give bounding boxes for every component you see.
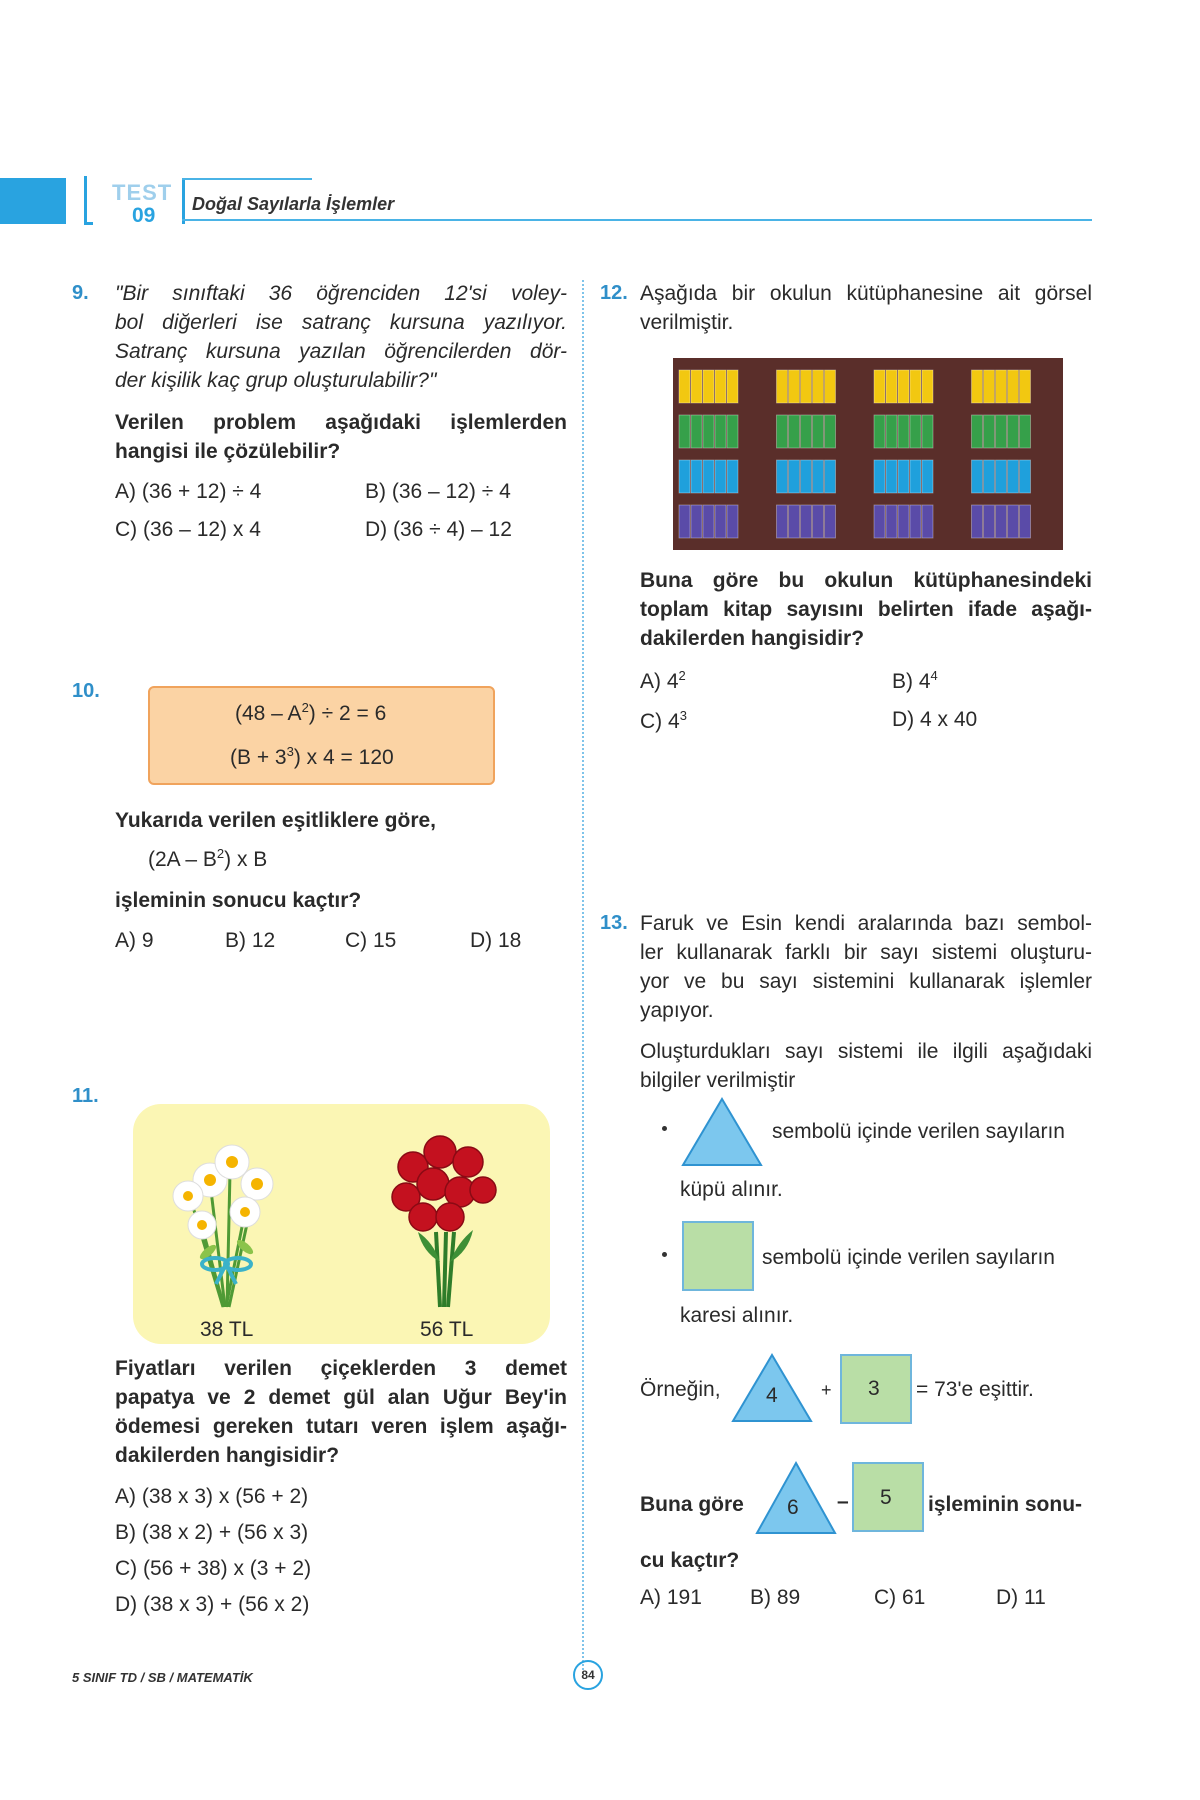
triangle-rule-2: küpü alınır. [680, 1178, 783, 1201]
q9-line-2: bol diğerleri ise satranç kursuna yazılıyor. [115, 311, 567, 334]
test-label: TEST [112, 180, 173, 205]
q13-question-tail-2: cu kaçtır? [640, 1549, 740, 1572]
book-group [679, 505, 738, 538]
q13-question-tail: işleminin sonu- [928, 1493, 1083, 1516]
q12-question-3: dakilerden hangisidir? [640, 627, 865, 650]
daisy-price: 38 TL [200, 1318, 254, 1341]
example-plus: + [821, 1380, 832, 1400]
q11-option-c[interactable]: C) (56 + 38) x (3 + 2) [115, 1557, 312, 1580]
book-group [679, 460, 738, 493]
daisy-bouquet-image [160, 1112, 290, 1312]
example-result: = 73'e eşittir. [916, 1378, 1034, 1401]
book-group [777, 370, 836, 403]
q9-line-4: der kişilik kaç grup oluşturulabilir?" [115, 369, 437, 392]
q11-option-d[interactable]: D) (38 x 3) + (56 x 2) [115, 1593, 310, 1616]
q9-option-a[interactable]: A) (36 + 12) ÷ 4 [115, 480, 262, 503]
q10-option-a[interactable]: A) 9 [115, 929, 154, 952]
q13-line-4: yapıyor. [640, 999, 714, 1022]
q11-number: 11. [72, 1085, 99, 1107]
q12-option-a[interactable]: A) $4^2$ [640, 668, 686, 693]
triangle-symbol-icon [680, 1096, 764, 1168]
q11-option-b[interactable]: B) (38 x 2) + (56 x 3) [115, 1521, 309, 1544]
q9-line-1: "Bir sınıftaki 36 öğrenciden 12'si voley- [115, 282, 567, 305]
header-divider-bar [182, 178, 185, 224]
q13-line-1: Faruk ve Esin kendi aralarında bazı sembol- [640, 912, 1092, 935]
q12-question-2: toplam kitap sayısını belirten ifade aşağı- [640, 598, 1092, 621]
square-rule-2: karesi alınır. [680, 1304, 794, 1327]
book-group [972, 370, 1031, 403]
q13-number: 13. [600, 912, 628, 934]
question-triangle-value: 6 [787, 1496, 799, 1519]
q12-option-c[interactable]: C) $4^3$ [640, 708, 687, 733]
library-bookshelf-image [673, 358, 1063, 550]
q9-question-2: hangisi ile çözülebilir? [115, 440, 341, 463]
book-group [874, 505, 933, 538]
q13-option-d[interactable]: D) 11 [996, 1586, 1046, 1609]
bullet-dot [662, 1126, 667, 1131]
q9-question-1: Verilen problem aşağıdaki işlemlerden [115, 411, 567, 434]
column-divider [582, 280, 584, 1670]
q13-option-b[interactable]: B) 89 [750, 1586, 801, 1609]
question-minus: – [837, 1490, 849, 1513]
book-group [972, 415, 1031, 448]
test-number: 09 [132, 204, 156, 227]
q12-option-b[interactable]: B) $4^4$ [892, 668, 938, 693]
book-group [874, 415, 933, 448]
book-group [777, 415, 836, 448]
q9-option-c[interactable]: C) (36 – 12) x 4 [115, 518, 261, 541]
square-symbol-icon [682, 1221, 754, 1291]
rose-bouquet-image [378, 1112, 508, 1312]
rose-price: 56 TL [420, 1318, 474, 1341]
q9-number: 9. [72, 282, 89, 304]
q10-option-b[interactable]: B) 12 [225, 929, 276, 952]
q9-line-3: Satranç kursuna yazılan öğrencilerden dör- [115, 340, 567, 363]
q11-question-4: dakilerden hangisidir? [115, 1444, 340, 1467]
header-bracket [84, 176, 93, 225]
question-square-value: 5 [880, 1486, 892, 1509]
q11-question-2: papatya ve 2 demet gül alan Uğur Bey'in [115, 1386, 567, 1409]
q10-number: 10. [72, 680, 100, 702]
q13-option-a[interactable]: A) 191 [640, 1586, 702, 1609]
q10-question-1: Yukarıda verilen eşitliklere göre, [115, 809, 436, 832]
header-topic: Doğal Sayılarla İşlemler [192, 194, 395, 214]
example-label: Örneğin, [640, 1378, 721, 1401]
book-group [972, 460, 1031, 493]
q13-option-c[interactable]: C) 61 [874, 1586, 926, 1609]
q13-question-label: Buna göre [640, 1493, 744, 1516]
q10-question-2: işleminin sonucu kaçtır? [115, 889, 362, 912]
example-triangle-value: 4 [766, 1384, 778, 1407]
book-group [679, 370, 738, 403]
q13-info-2: bilgiler verilmiştir [640, 1069, 796, 1092]
header-accent-bar [0, 178, 66, 224]
book-group [777, 460, 836, 493]
book-group [777, 505, 836, 538]
book-group [972, 505, 1031, 538]
q13-info-1: Oluşturdukları sayı sistemi ile ilgili aşağıdaki [640, 1040, 1092, 1063]
q11-option-a[interactable]: A) (38 x 3) x (56 + 2) [115, 1485, 309, 1508]
q12-question-1: Buna göre bu okulun kütüphanesindeki [640, 569, 1092, 592]
footer-course-label: 5 SINIF TD / SB / MATEMATİK [72, 1670, 253, 1685]
q12-line-1: Aşağıda bir okulun kütüphanesine ait görsel [640, 282, 1092, 305]
example-square-value: 3 [868, 1377, 880, 1400]
q10-expression: $(2A - B^2)$ x B [148, 846, 268, 871]
q12-line-2: verilmiştir. [640, 311, 734, 334]
q10-equation-1: $(48 - A^2) \div 2 = 6$ [235, 700, 387, 725]
q11-question-1: Fiyatları verilen çiçeklerden 3 demet [115, 1357, 567, 1380]
square-rule-1: sembolü içinde verilen sayıların [762, 1246, 1055, 1269]
header-top-rule [182, 178, 312, 180]
q12-option-d[interactable]: D) 4 x 40 [892, 708, 978, 731]
q10-option-c[interactable]: C) 15 [345, 929, 397, 952]
q13-line-3: yor ve bu sayı sistemini kullanarak işlemler [640, 970, 1092, 993]
q9-option-b[interactable]: B) (36 – 12) ÷ 4 [365, 480, 511, 503]
triangle-rule-1: sembolü içinde verilen sayıların [772, 1120, 1065, 1143]
q9-option-d[interactable]: D) (36 ÷ 4) – 12 [365, 518, 512, 541]
q10-equation-2: $(B + 3^3)$ x 4 = 120 [230, 744, 394, 769]
book-group [679, 415, 738, 448]
book-group [874, 460, 933, 493]
q10-option-d[interactable]: D) 18 [470, 929, 522, 952]
book-group [874, 370, 933, 403]
q12-number: 12. [600, 282, 628, 304]
q13-line-2: ler kullanarak farklı bir sayı sistemi oluşturu- [640, 941, 1092, 964]
header-rule [182, 219, 1092, 221]
bullet-dot [662, 1252, 667, 1257]
page-number: 84 [573, 1660, 603, 1690]
q11-question-3: ödemesi gereken tutarı veren işlem aşağı- [115, 1415, 567, 1438]
